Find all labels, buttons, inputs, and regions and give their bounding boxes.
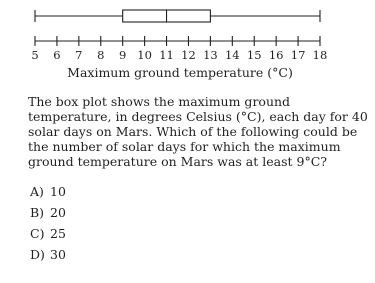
answer-choices: [30, 181, 66, 265]
tick-label: 8: [97, 48, 105, 62]
choice-a-value: 10: [50, 184, 66, 199]
tick-label: 10: [137, 48, 152, 62]
tick-label: 7: [75, 48, 83, 62]
tick-label: 6: [53, 48, 61, 62]
tick-label: 5: [31, 48, 39, 62]
tick-label: 17: [290, 48, 306, 62]
choice-b-letter: B): [30, 205, 45, 220]
tick-label: 9: [119, 48, 127, 62]
tick-label: 16: [268, 48, 284, 62]
tick-label: 13: [203, 48, 218, 62]
choice-d-value: 30: [50, 247, 66, 262]
tick-label: 18: [312, 48, 328, 62]
choice-c-value: 25: [50, 226, 66, 241]
choice-d[interactable]: [30, 244, 66, 265]
tick-label: 11: [159, 48, 174, 62]
tick-label: 15: [246, 48, 262, 62]
choice-c-letter: C): [30, 226, 45, 241]
box-plot: [0, 0, 375, 64]
tick-label: 12: [181, 48, 196, 62]
choice-a[interactable]: [30, 181, 66, 202]
choice-d-letter: D): [30, 247, 45, 262]
choice-b-value: 20: [50, 205, 66, 220]
choice-a-letter: A): [30, 184, 44, 199]
question-text: The box plot shows the maximum ground temperature, in degrees Celsius (°C), each day for 40 solar days on Mars. Which of the following could be the number of solar days for which the maximum ground temperature on Mars was at least 9°C?: [28, 94, 368, 169]
axis-title: Maximum ground temperature (°C): [67, 65, 293, 80]
tick-label: 14: [224, 48, 240, 62]
choice-b[interactable]: [30, 202, 66, 223]
choice-c[interactable]: [30, 223, 66, 244]
